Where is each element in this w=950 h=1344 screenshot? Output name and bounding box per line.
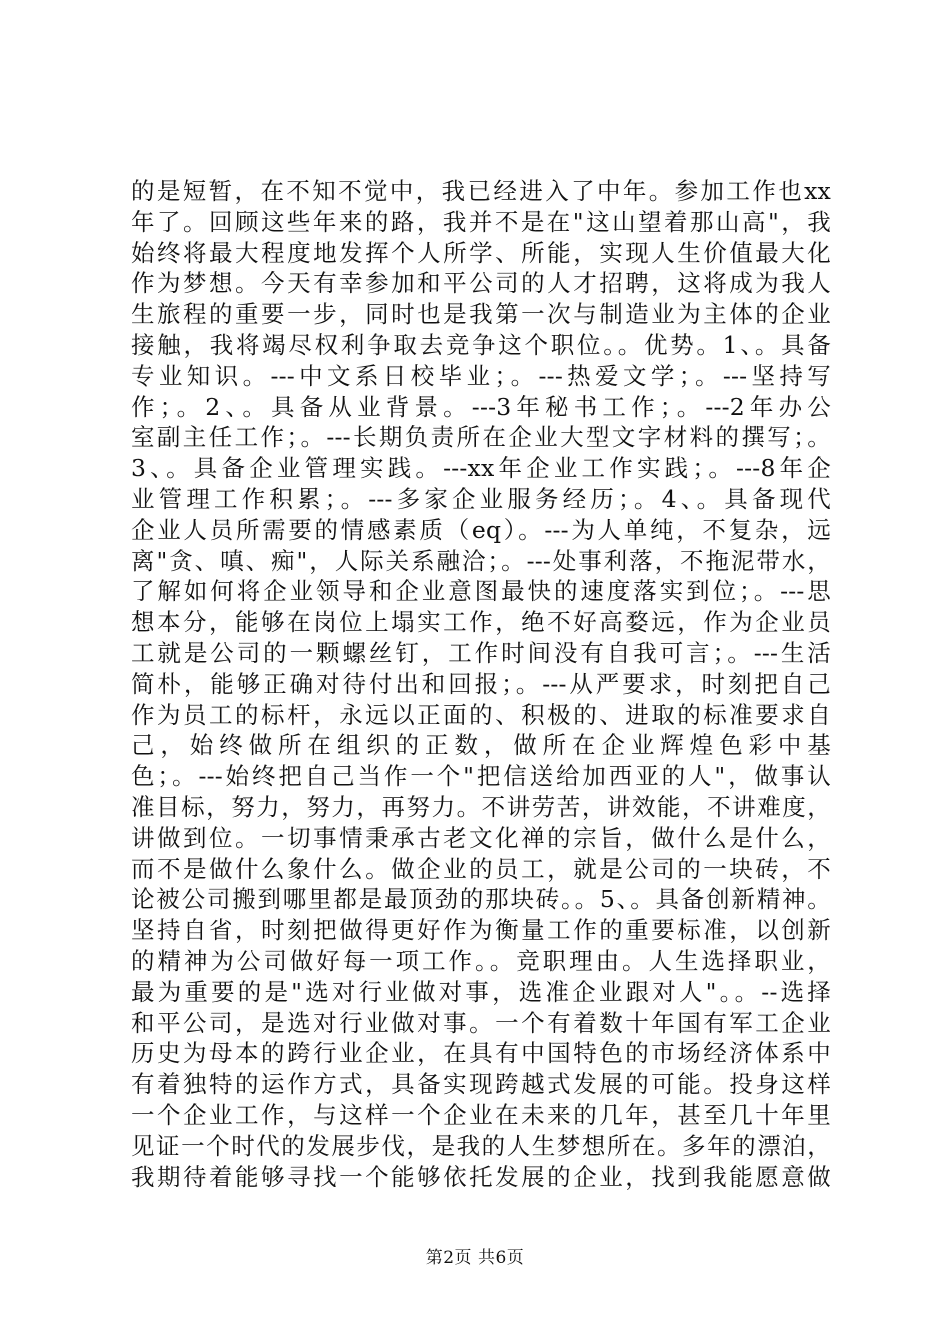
body-text: [131, 176, 831, 1192]
text-line: 和平公司，是选对行业做对事。一个有着数十年国有军工企业: [131, 1008, 831, 1037]
text-line: 而不是做什么象什么。做企业的员工，就是公司的一块砖，不: [131, 854, 831, 883]
text-line: 离"贪、嗔、痴"，人际关系融洽；。---处事利落，不拖泥带水，: [131, 546, 831, 575]
text-line: 作；。2、。具备从业背景。---3年秘书工作；。---2年办公: [131, 392, 831, 421]
text-line: 生旅程的重要一步，同时也是我第一次与制造业为主体的企业: [131, 300, 831, 329]
text-line: 作为梦想。今天有幸参加和平公司的人才招聘，这将成为我人: [131, 269, 831, 298]
text-line: 想本分，能够在岗位上塌实工作，绝不好高婺远，作为企业员: [131, 608, 831, 637]
text-line: 我期待着能够寻找一个能够依托发展的企业，找到我能愿意做: [131, 1162, 831, 1191]
text-line: 业管理工作积累；。---多家企业服务经历；。4、。具备现代: [131, 484, 831, 513]
text-line: 的是短暂，在不知不觉中，我已经进入了中年。参加工作也xx: [131, 177, 831, 205]
text-line: 了解如何将企业领导和企业意图最快的速度落实到位；。---思: [131, 577, 831, 606]
text-line: 色；。---始终把自己当作一个"把信送给加西亚的人"，做事认: [131, 762, 831, 791]
text-line: 年了。回顾这些年来的路，我并不是在"这山望着那山高"，我: [131, 207, 831, 236]
text-line: 工就是公司的一颗螺丝钉，工作时间没有自我可言；。---生活: [131, 638, 831, 667]
text-line: 企业人员所需要的情感素质（eq）。---为人单纯，不复杂，远: [131, 515, 831, 544]
text-line: 讲做到位。一切事情秉承古老文化禅的宗旨，做什么是什么，: [131, 823, 831, 852]
text-line: 见证一个时代的发展步伐，是我的人生梦想所在。多年的漂泊，: [131, 1131, 831, 1160]
text-line: 作为员工的标杆，永远以正面的、积极的、进取的标准要求自: [131, 700, 831, 729]
text-line: 论被公司搬到哪里都是最顶劲的那块砖。。5、。具备创新精神。: [131, 885, 831, 914]
text-line: 历史为母本的跨行业企业，在具有中国特色的市场经济体系中: [131, 1039, 831, 1068]
text-line: 准目标，努力，努力，再努力。不讲劳苦，讲效能，不讲难度，: [131, 792, 831, 821]
text-line: 室副主任工作；。---长期负责所在企业大型文字材料的撰写；。: [131, 423, 831, 452]
text-line: 简朴，能够正确对待付出和回报；。---从严要求，时刻把自己: [131, 669, 831, 698]
page-footer: 第2页 共6页: [425, 1248, 525, 1268]
text-line: 己，始终做所在组织的正数，做所在企业辉煌色彩中基: [131, 731, 831, 760]
text-line: 专业知识。---中文系日校毕业；。---热爱文学；。---坚持写: [131, 361, 831, 390]
text-line: 一个企业工作，与这样一个企业在未来的几年，甚至几十年里: [131, 1100, 831, 1129]
text-line: 有着独特的运作方式，具备实现跨越式发展的可能。投身这样: [131, 1070, 831, 1099]
text-line: 接触，我将竭尽权利争取去竞争这个职位。。优势。1、。具备: [131, 330, 831, 359]
text-line: 始终将最大程度地发挥个人所学、所能，实现人生价值最大化: [131, 238, 831, 267]
text-line: 最为重要的是"选对行业做对事，选准企业跟对人"。。--选择: [131, 977, 831, 1006]
text-line: 3、。具备企业管理实践。---xx年企业工作实践；。---8年企: [131, 454, 831, 483]
text-line: 坚持自省，时刻把做得更好作为衡量工作的重要标准，以创新: [131, 916, 831, 945]
text-line: 的精神为公司做好每一项工作。。竞职理由。人生选择职业，: [131, 946, 831, 975]
